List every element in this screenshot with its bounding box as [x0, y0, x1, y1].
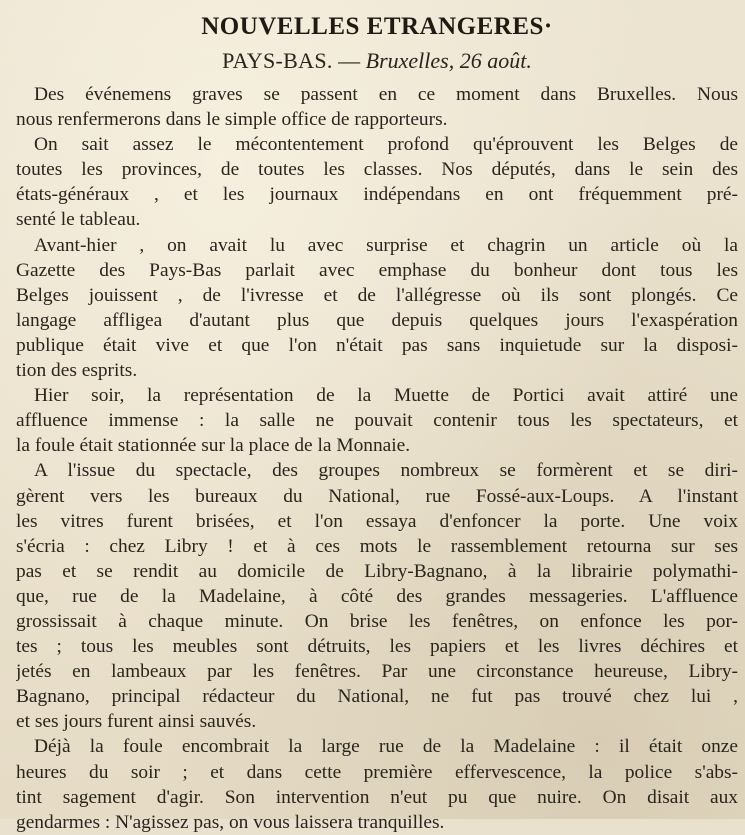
text-line: Avant-hier , on avait lu avec surprise et chagrin un article où la	[34, 234, 738, 256]
text-line: gèrent vers les bureaux du National, rue Fossé-aux-Loups. A l'instant	[16, 485, 738, 507]
text-line: Bagnano, principal rédacteur du National, ne fut pas trouvé chez lui ,	[16, 686, 738, 708]
text-line: affluence immense : la salle ne pouvait contenir tous les spectateurs, et	[16, 410, 738, 432]
paragraph	[16, 82, 738, 132]
text-line: Déjà la foule encombrait la large rue de la Madelaine : il était onze	[34, 736, 738, 758]
text-line: tes ; tous les meubles sont détruits, les papiers et les livres déchires et	[16, 636, 738, 658]
paragraph	[16, 132, 738, 232]
text-line: toutes les provinces, de toutes les classes. Nos députés, dans le sein des	[16, 159, 738, 181]
paragraph	[16, 233, 738, 384]
dateline-dash: —	[338, 48, 361, 73]
article	[16, 10, 738, 835]
text-line: Des événemens graves se passent en ce moment dans Bruxelles. Nous	[34, 84, 738, 105]
text-line: Gazette des Pays-Bas parlait avec emphase du bonheur dont tous les	[16, 259, 738, 281]
paragraph	[16, 383, 738, 458]
text-line: senté le tableau.	[16, 209, 141, 231]
country-label: PAYS-BAS.	[222, 48, 333, 73]
text-line: A l'issue du spectacle, des groupes nombreux se formèrent et se diri-	[34, 460, 738, 482]
text-line: On sait assez le mécontentement profond qu'éprouvent les Belges de	[34, 134, 738, 156]
text-line: heures du soir ; et dans cette première effervescence, la police s'abs-	[16, 761, 738, 783]
text-line: s'écria : chez Libry ! et à ces mots le rassemblement retourna sur ses	[16, 535, 738, 557]
article-body	[16, 82, 738, 835]
paragraph	[16, 734, 738, 834]
paragraph	[16, 458, 738, 734]
text-line: états-généraux , et les journaux indépendans en ont fréquemment pré-	[16, 184, 738, 206]
article-dateline	[16, 44, 738, 78]
text-line: jetés en lambeaux par les fenêtres. Par une circonstance heureuse, Libry-	[16, 661, 738, 683]
text-line: Belges jouissent , de l'ivresse et de l'allégresse où ils sont plongés. Ce	[16, 284, 738, 306]
text-line: la foule était stationnée sur la place de la Monnaie.	[16, 435, 411, 457]
text-line: pas et se rendit au domicile de Libry-Bagnano, à la librairie polymathi-	[16, 560, 738, 582]
text-line: langage affligea d'autant plus que depuis quelques jours l'exaspération	[16, 309, 738, 331]
text-line: tint sagement d'agir. Son intervention n'eut pu que nuire. On disait aux	[16, 786, 738, 808]
text-line: les vitres furent brisées, et l'on essaya d'enfoncer la porte. Une voix	[16, 510, 738, 532]
text-line: grossissait à chaque minute. On brise les fenêtres, on enfonce les por-	[16, 610, 738, 632]
text-line: tion des esprits.	[16, 360, 138, 382]
text-line: gendarmes : N'agissez pas, on vous laissera tranquilles.	[16, 811, 445, 833]
text-line: nous renfermerons dans le simple office de rapporteurs.	[16, 109, 448, 131]
dateline-place-date: Bruxelles, 26 août.	[365, 48, 532, 73]
section-title: NOUVELLES ETRANGERES·	[201, 13, 553, 40]
text-line: Hier soir, la représentation de la Muette de Portici avait attiré une	[34, 385, 738, 407]
text-line: publique était vive et que l'on n'était pas sans inquietude sur la disposi-	[16, 334, 738, 356]
text-line: et ses jours furent ainsi sauvés.	[16, 711, 257, 733]
text-line: que, rue de la Madelaine, à côté des grandes messageries. L'affluence	[16, 585, 738, 607]
